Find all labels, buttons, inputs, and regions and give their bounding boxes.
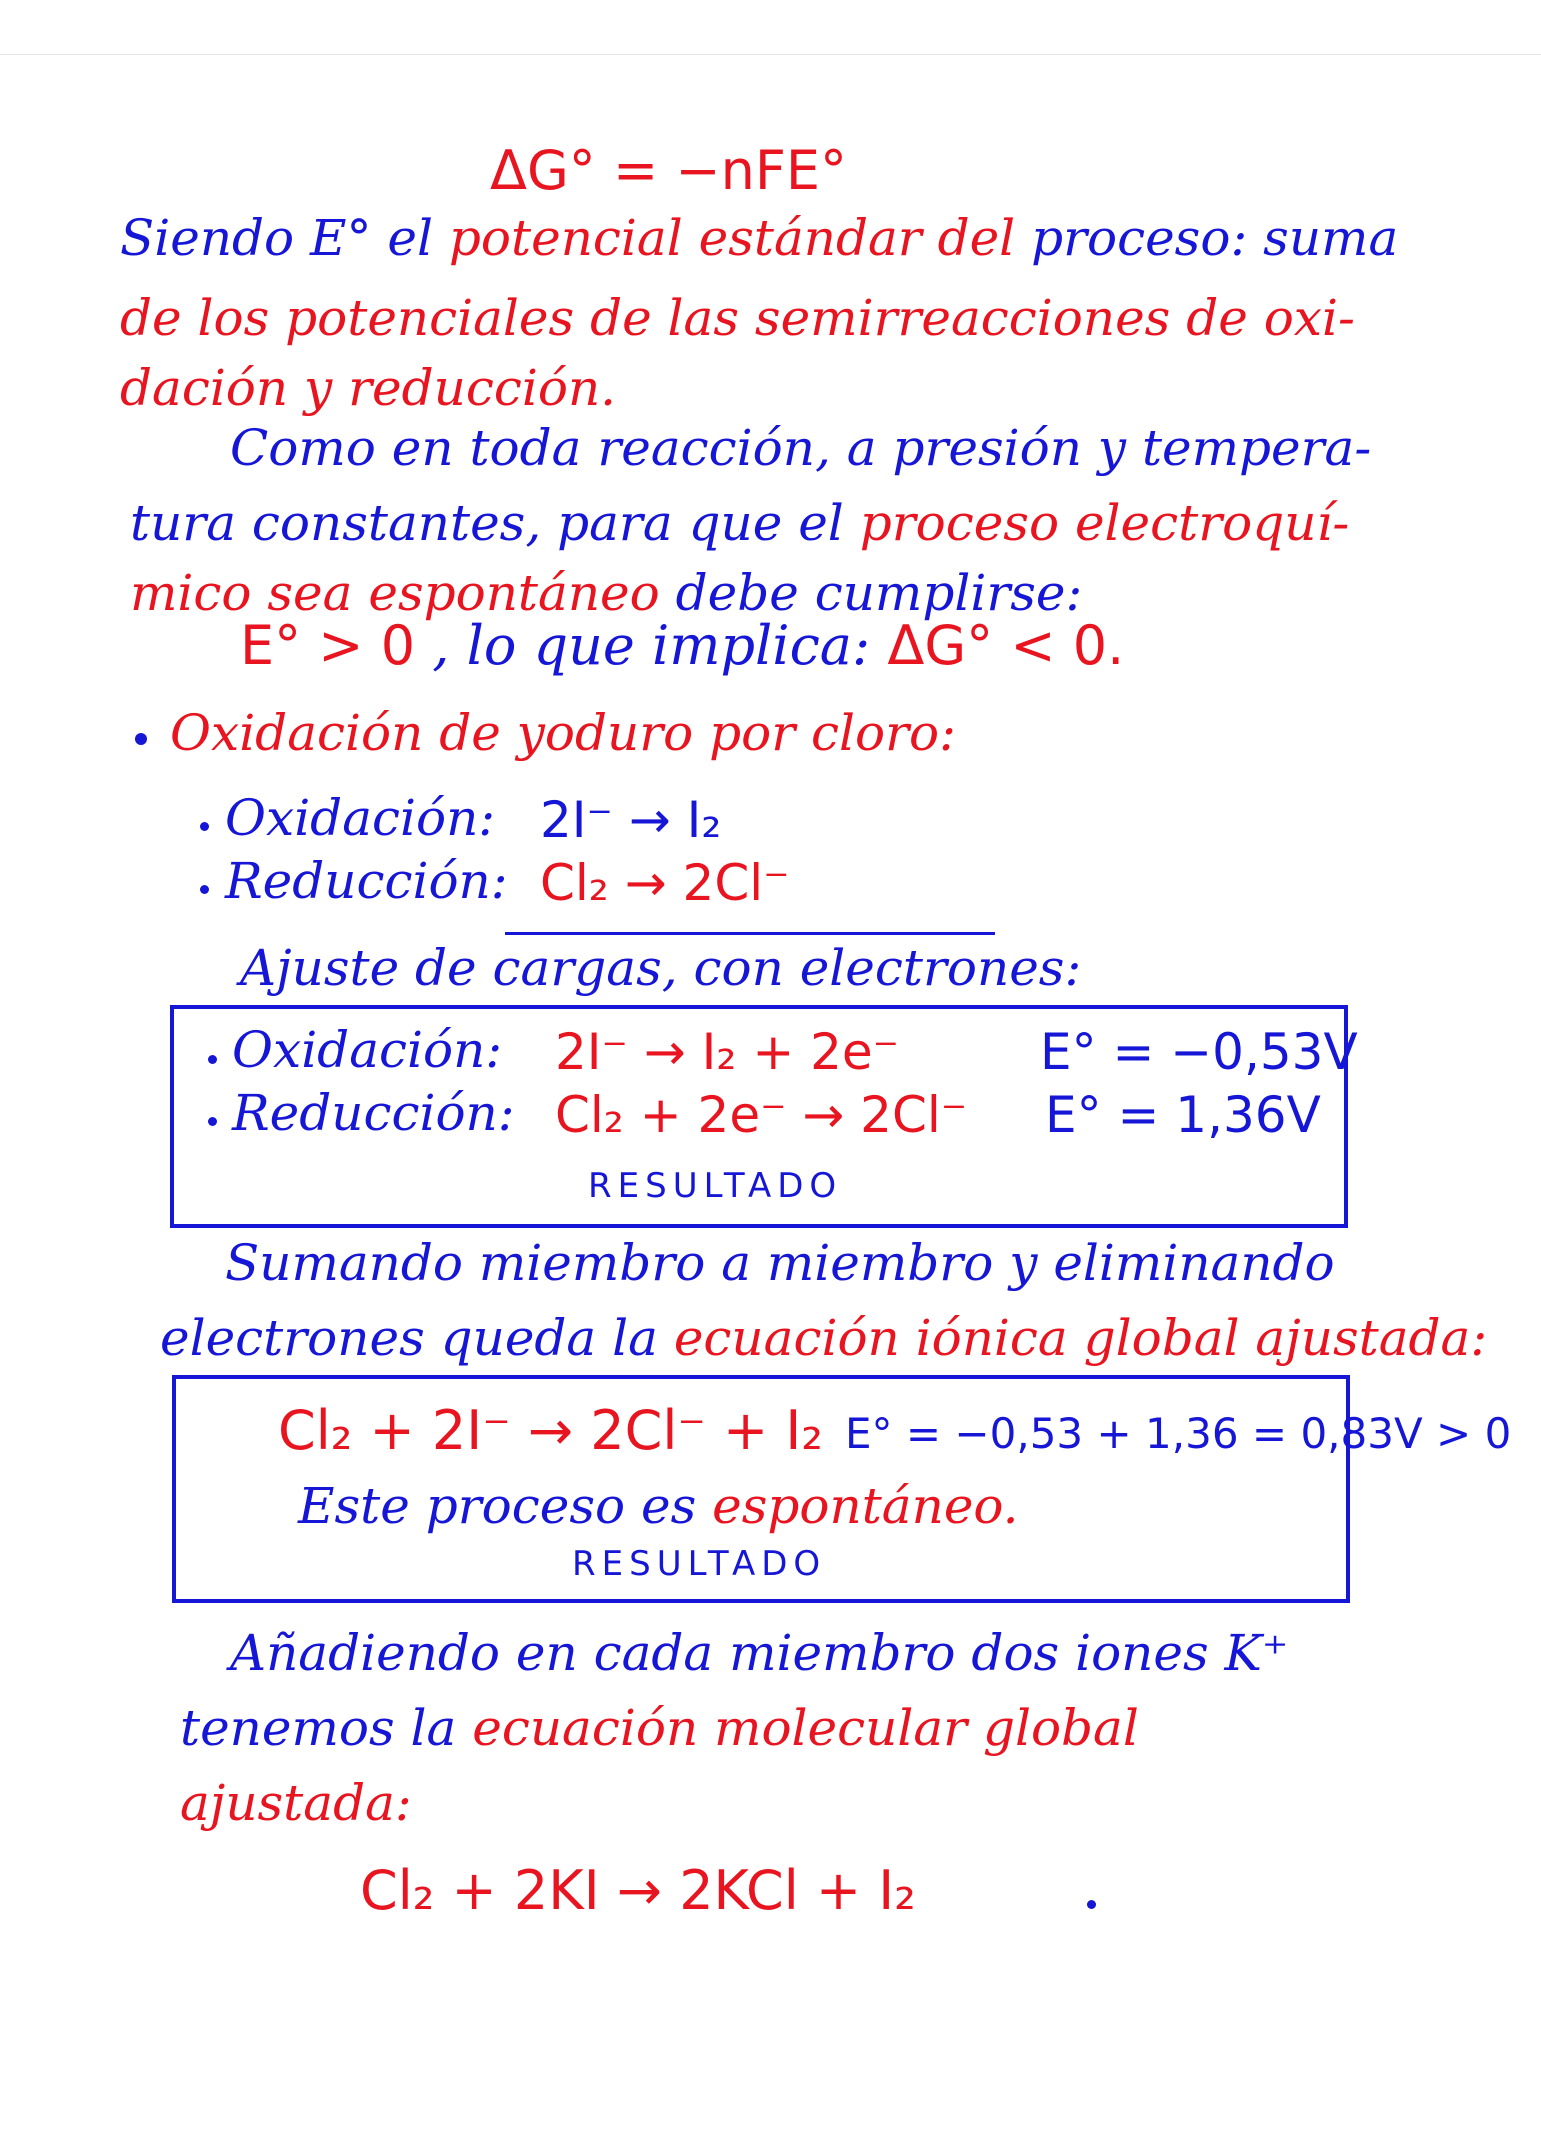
text-segment: tenemos la bbox=[180, 1699, 457, 1757]
box1-oxidation-equation: 2I⁻ → I₂ + 2e⁻ bbox=[555, 1023, 900, 1081]
paragraph-2-line-2 bbox=[130, 495, 1349, 553]
box1-reduction-label: Reducción: bbox=[232, 1084, 515, 1142]
bullet-icon bbox=[200, 885, 209, 894]
paragraph-3-line-1: Sumando miembro a miembro y eliminando bbox=[225, 1234, 1335, 1292]
box1-result-label: RESULTADO bbox=[588, 1166, 843, 1206]
page-top-edge bbox=[0, 54, 1541, 55]
paragraph-1-line-2: de los potenciales de las semirreacciones de oxi- bbox=[120, 289, 1355, 347]
text-segment: debe cumplirse: bbox=[675, 564, 1083, 622]
global-molecular-equation: Cl₂ + 2KI → 2KCl + I₂ bbox=[360, 1859, 916, 1922]
box1-oxidation-potential: E° = −0,53V bbox=[1040, 1023, 1358, 1081]
bullet-icon bbox=[200, 822, 209, 831]
paragraph-2-line-1: Como en toda reacción, a presión y tempera- bbox=[230, 419, 1372, 477]
half-reduction-equation: Cl₂ → 2Cl⁻ bbox=[540, 854, 790, 912]
bullet-icon bbox=[135, 733, 147, 745]
box1-oxidation-label: Oxidación: bbox=[232, 1021, 503, 1079]
gibbs-formula: ΔG° = −nFE° bbox=[490, 139, 848, 202]
text-segment: , lo que implica: bbox=[432, 614, 871, 677]
half-reduction-label: Reducción: bbox=[225, 852, 508, 910]
text-segment: espontáneo. bbox=[712, 1477, 1019, 1535]
paragraph-1-line-1 bbox=[120, 210, 1398, 268]
spontaneity-condition bbox=[240, 615, 1124, 677]
text-segment: potencial estándar del bbox=[448, 209, 1016, 267]
text-segment: proceso electroquí- bbox=[859, 494, 1350, 552]
text-segment: E° > 0 bbox=[240, 614, 416, 677]
paragraph-3-line-2 bbox=[160, 1310, 1487, 1368]
spontaneous-note bbox=[298, 1478, 1019, 1536]
bullet-icon bbox=[208, 1117, 217, 1126]
section-heading: Oxidación de yoduro por cloro: bbox=[170, 704, 956, 762]
half-oxidation-label: Oxidación: bbox=[225, 789, 496, 847]
text-segment: Siendo E° el bbox=[120, 209, 434, 267]
box1-reduction-potential: E° = 1,36V bbox=[1045, 1086, 1321, 1144]
text-segment: proceso: suma bbox=[1031, 209, 1399, 267]
text-segment: Este proceso es bbox=[298, 1477, 697, 1535]
half-oxidation-equation: 2I⁻ → I₂ bbox=[540, 791, 722, 849]
underline-divider bbox=[505, 932, 995, 935]
paragraph-1-line-3: dación y reducción. bbox=[120, 359, 617, 417]
text-segment: tura constantes, para que el bbox=[130, 494, 844, 552]
period-dot bbox=[1087, 1900, 1096, 1909]
paragraph-4-line-2 bbox=[180, 1700, 1139, 1758]
charge-balance-heading: Ajuste de cargas, con electrones: bbox=[240, 939, 1082, 997]
box2-result-label: RESULTADO bbox=[572, 1544, 827, 1584]
text-segment: electrones queda la bbox=[160, 1309, 658, 1367]
text-segment: mico sea espontáneo bbox=[130, 564, 660, 622]
text-segment: ecuación iónica global ajustada: bbox=[673, 1309, 1488, 1367]
global-potential: E° = −0,53 + 1,36 = 0,83V > 0 bbox=[845, 1409, 1512, 1458]
global-ionic-equation: Cl₂ + 2I⁻ → 2Cl⁻ + I₂ bbox=[278, 1399, 824, 1462]
text-segment: ecuación molecular global bbox=[472, 1699, 1139, 1757]
box1-reduction-equation: Cl₂ + 2e⁻ → 2Cl⁻ bbox=[555, 1086, 968, 1144]
text-segment: ΔG° < 0. bbox=[887, 614, 1125, 677]
paragraph-4-line-1: Añadiendo en cada miembro dos iones K⁺ bbox=[230, 1624, 1289, 1682]
bullet-icon bbox=[208, 1055, 217, 1064]
paragraph-4-line-3: ajustada: bbox=[180, 1774, 412, 1832]
